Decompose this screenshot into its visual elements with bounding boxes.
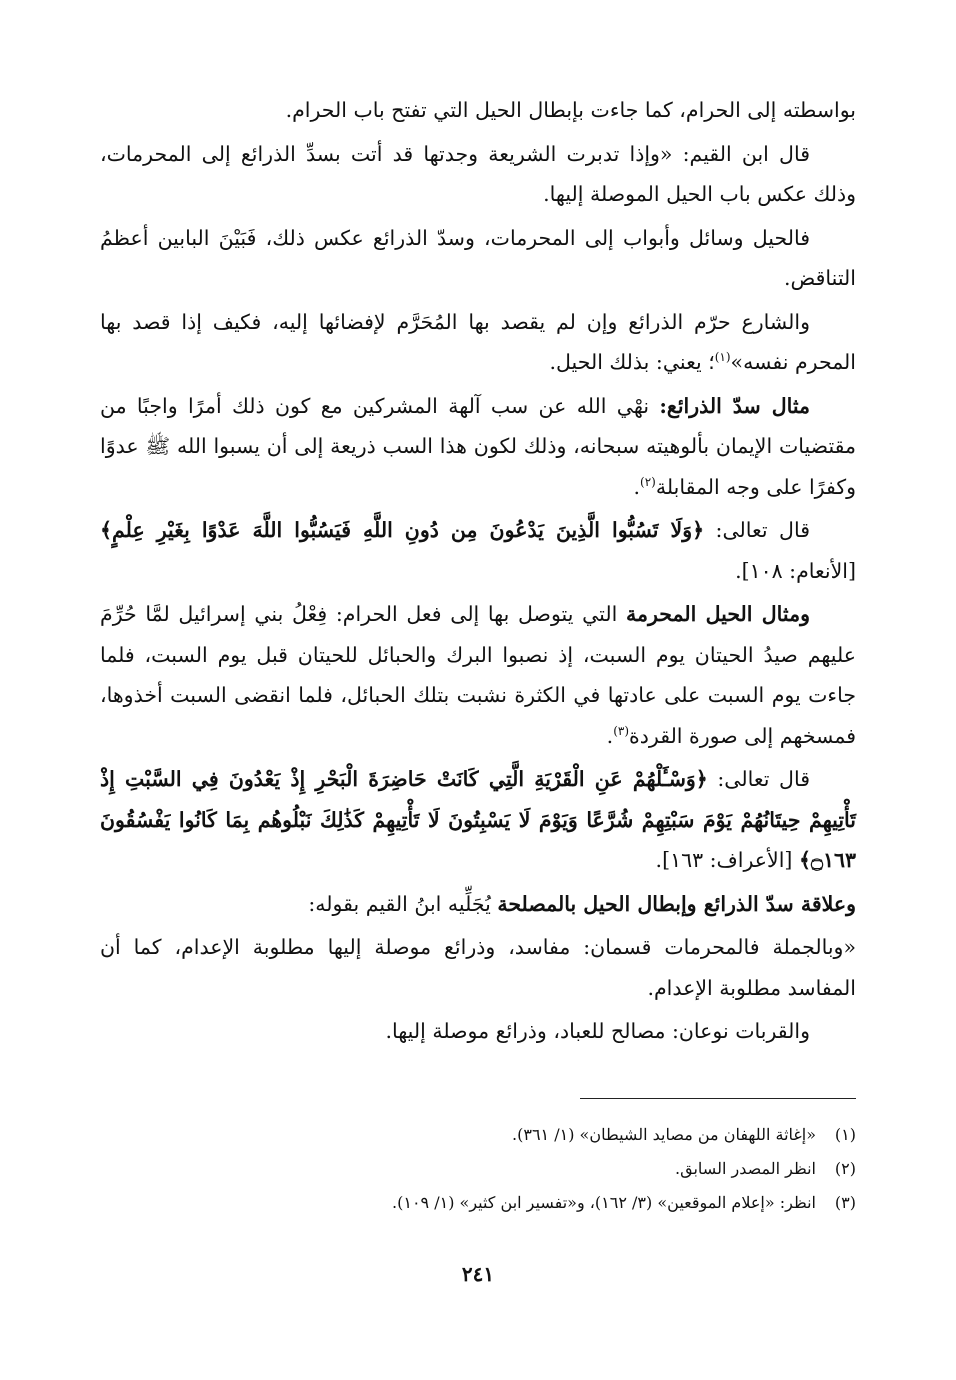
paragraph-text: «وبالجملة فالمحرمات قسمان: مفاسد، وذرائع موصلة إليها مطلوبة الإعدام، كما أن المفاسد مطلوبة الإعدام. <box>100 935 856 1000</box>
paragraph-text: التي يتوصل بها إلى فعل الحرام: فِعْلُ بني إسرائيل لمَّا حُرِّمَ عليهم صيدُ الحيتان يوم السبت، إذ نصبوا البرك والحبائل للحيتان قبل يوم السبت، فلما جاءت يوم السبت على عادتها في الكثرة نشبت بتلك الحبائل، فلما انقضى السبت أخذوها، فمسخهم إلى صورة القردة <box>100 602 856 748</box>
footnote-1 <box>100 1118 856 1152</box>
paragraph-4 <box>100 302 856 383</box>
footnote-ref-3: (٣) <box>613 723 630 738</box>
paragraph-text-after: . <box>606 723 614 748</box>
paragraph-3 <box>100 218 856 299</box>
footnote-divider <box>580 1098 856 1099</box>
paragraph-5 <box>100 386 856 508</box>
quran-verse: ﴿وَلَا تَسُبُّوا الَّذِينَ يَدْعُونَ مِن دُونِ اللَّهِ فَيَسُبُّوا اللَّهَ عَدْوًا بِغَيْرِ عِلْمٍ﴾ <box>100 518 705 542</box>
footnote-text: انظر المصدر السابق. <box>675 1159 816 1178</box>
paragraph-10 <box>100 927 856 1008</box>
quran-verse: ﴿وَسْـَٔلْهُمْ عَنِ الْقَرْيَةِ الَّتِي كَانَتْ حَاضِرَةَ الْبَحْرِ إِذْ يَعْدُونَ فِي السَّبْتِ إِذْ تَأْتِيهِمْ حِيتَانُهُمْ يَوْمَ سَبْتِهِمْ شُرَّعًا وَيَوْمَ لَا يَسْبِتُونَ لَا تَأْتِيهِمْ كَذَٰلِكَ نَبْلُوهُم بِمَا كَانُوا يَفْسُقُونَ ۝١٦٣﴾ <box>100 767 856 872</box>
paragraph-text: قال تعالى: <box>704 518 810 542</box>
paragraph-text: يُجَلِّيه ابنُ القيم بقوله: <box>308 891 498 916</box>
footnote-number: (٣) <box>834 1193 856 1212</box>
paragraph-9 <box>100 884 856 925</box>
paragraph-text: والقربات نوعان: مصالح للعباد، وذرائع موصلة إليها. <box>385 1019 810 1043</box>
footnote-2 <box>100 1152 856 1186</box>
section-heading-inline: وعلاقة سدّ الذرائع وإبطال الحيل بالمصلحة <box>497 891 856 916</box>
paragraph-1 <box>100 90 856 131</box>
paragraph-8 <box>100 759 856 881</box>
paragraph-6 <box>100 510 856 591</box>
footnote-text: «إغاثة اللهفان من مصايد الشيطان» (١/ ٣٦١). <box>512 1125 816 1144</box>
page-number: ٢٤١ <box>461 1262 495 1286</box>
section-heading-inline: مثال سدّ الذرائع: <box>659 393 810 418</box>
paragraph-text: فالحيل وسائل وأبواب إلى المحرمات، وسدّ الذرائع عكس ذلك، فَبَيْنَ البابين أعظمُ التناقض. <box>100 225 856 290</box>
footnote-number: (٢) <box>834 1159 856 1178</box>
paragraph-text-after: ؛ يعني: بذلك الحيل. <box>549 350 715 374</box>
paragraph-text-after: . <box>633 474 641 499</box>
paragraph-text: قال ابن القيم: «وإذا تدبرت الشريعة وجدتها قد أتت بسدِّ الذرائع إلى المحرمات، وذلك عكس باب الحيل الموصلة إليها. <box>100 141 856 206</box>
verse-reference: [الأعراف: ١٦٣]. <box>655 848 799 872</box>
paragraph-text: بواسطته إلى الحرام، كما جاءت بإبطال الحيل التي تفتح باب الحرام. <box>285 98 856 122</box>
paragraph-11 <box>100 1011 856 1052</box>
footnotes <box>100 1118 856 1220</box>
verse-reference: [الأنعام: ١٠٨]. <box>735 558 856 583</box>
footnote-number: (١) <box>834 1125 856 1144</box>
footnote-ref-1: (١) <box>714 350 731 365</box>
footnote-text: انظر: «إعلام الموقعين» (٣/ ١٦٢)، و«تفسير ابن كثير» (١/ ١٠٩). <box>392 1193 816 1212</box>
paragraph-text: قال تعالى: <box>707 767 810 791</box>
paragraph-7 <box>100 594 856 756</box>
paragraph-text: والشارع حرّم الذرائع وإن لم يقصد بها المُحَرَّم لإفضائها إليه، فكيف إذا قصد بها المحرم نفسه» <box>100 309 856 374</box>
section-heading-inline: ومثال الحيل المحرمة <box>626 602 810 626</box>
paragraph-2 <box>100 134 856 215</box>
footnote-ref-2: (٢) <box>640 474 656 489</box>
paragraph-text: نهْي الله عن سب آلهة المشركين مع كون ذلك أمرًا واجبًا من مقتضيات الإيمان بألوهيته سبحانه، وذلك لكون هذا السب ذريعة إلى أن يسبوا الله ﷺ عدوًا وكفرًا على وجه المقابلة <box>100 393 856 499</box>
footnote-3 <box>100 1186 856 1220</box>
